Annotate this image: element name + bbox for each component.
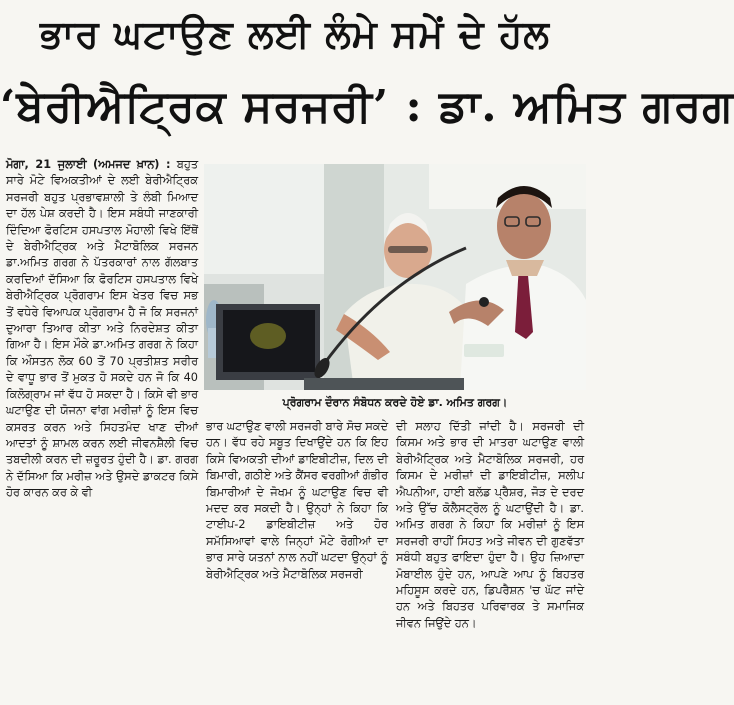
article-column-3	[396, 419, 584, 704]
dateline: ਮੋਗਾ, 21 ਜੁਲਾਈ (ਅਮਜਦ ਖ਼ਾਨ) :	[6, 158, 171, 171]
article-column-1-text: ਬਹੁਤ ਸਾਰੇ ਮੋਟੇ ਵਿਅਕਤੀਆਂ ਦੇ ਲਈ ਬੇਰੀਐਟ੍ਰਿਕ ਸਰਜਰੀ ਬਹੁਤ ਪ੍ਰਭਾਵਸ਼ਾਲੀ ਤੇ ਲੰਬੀ ਮਿਆਦ ਦਾ ਹੱਲ ਪੇਸ਼ ਕਰਦੀ ਹੈ। ਇਸ ਸਬੰਧੀ ਜਾਣਕਾਰੀ ਦਿੰਦਿਆ ਫੋਰਟਿਸ ਹਸਪਤਾਲ ਮੋਹਾਲੀ ਵਿਖੇ ਇੱਥੋਂ ਦੇ ਬੇਰੀਐਟ੍ਰਿਕ ਅਤੇ ਮੈਟਾਬੋਲਿਕ ਸਰਜਨ ਡਾ.ਅਮਿਤ ਗਰਗ ਨੇ ਪੱਤਰਕਾਰਾਂ ਨਾਲ ਗੱਲਬਾਤ ਕਰਦਿਆਂ ਦੱਸਿਆ ਕਿ ਫੋਰਟਿਸ ਹਸਪਤਾਲ ਵਿਖੇ ਬੇਰੀਐਟ੍ਰਿਕ ਪ੍ਰੋਗਰਾਮ ਇਸ ਖੇਤਰ ਵਿਚ ਸਭ ਤੋਂ ਵਧੇਰੇ ਵਿਆਪਕ ਪ੍ਰੋਗਰਾਮ ਹੈ ਜੋ ਕਿ ਸਰਜਨਾਂ ਦੁਆਰਾ ਤਿਆਰ ਕੀਤਾ ਅਤੇ ਨਿਰਦੇਸ਼ਤ ਕੀਤਾ ਗਿਆ ਹੈ। ਇਸ ਮੌਕੇ ਡਾ.ਅਮਿਤ ਗਰਗ ਨੇ ਕਿਹਾ ਕਿ ਔਸਤਨ ਲੋਕ 60 ਤੋਂ 70 ਪ੍ਰਤੀਸ਼ਤ ਸਰੀਰ ਦੇ ਵਾਧੂ ਭਾਰ ਤੋਂ ਮੁਕਤ ਹੋ ਸਕਦੇ ਹਨ ਜੋ ਕਿ 40 ਕਿਲੋਗ੍ਰਾਮ ਜਾਂ ਵੱਧ ਹੋ ਸਕਦਾ ਹੈ। ਕਿਸੇ ਵੀ ਭਾਰ ਘਟਾਉਣ ਦੀ ਯੋਜਨਾ ਵਾਂਗ ਮਰੀਜ਼ਾਂ ਨੂੰ ਇਸ ਵਿਚ ਕਸਰਤ ਕਰਨ ਅਤੇ ਸਿਹਤਮੰਦ ਖਾਣ ਦੀਆਂ ਆਦਤਾਂ ਨੂੰ ਸ਼ਾਮਲ ਕਰਨ ਲਈ ਜੀਵਨਸ਼ੈਲੀ ਵਿਚ ਤਬਦੀਲੀ ਕਰਨ ਦੀ ਜ਼ਰੂਰਤ ਹੁੰਦੀ ਹੈ। ਡਾ. ਗਰਗ ਨੇ ਦੱਸਿਆ ਕਿ ਮਰੀਜ਼ ਅਤੇ ਉਸਦੇ ਡਾਕਟਰ ਕਿਸੇ ਹੋਰ ਕਾਰਨ ਕਰ ਕੇ ਵੀ	[6, 158, 198, 500]
photo-caption: ਪ੍ਰੋਗਰਾਮ ਦੌਰਾਨ ਸੰਬੋਧਨ ਕਰਦੇ ਹੋਏ ਡਾ. ਅਮਿਤ ਗਰਗ।	[282, 396, 508, 409]
headline-line-1: ਭਾਰ ਘਟਾਉਣ ਲਈ ਲੰਮੇ ਸਮੇਂ ਦੇ ਹੱਲ	[40, 11, 550, 56]
article-column-3-text: ਦੀ ਸਲਾਹ ਦਿੱਤੀ ਜਾਂਦੀ ਹੈ। ਸਰਜਰੀ ਦੀ ਕਿਸਮ ਅਤੇ ਭਾਰ ਦੀ ਮਾਤਰਾ ਘਟਾਉਣ ਵਾਲੀ ਬੇਰੀਐਟ੍ਰਿਕ ਅਤੇ ਮੈਟਾਬੋਲਿਕ ਸਰਜਰੀ, ਹਰ ਕਿਸਮ ਦੇ ਮਰੀਜ਼ਾਂ ਦੀ ਡਾਇਬੀਟੀਜ਼, ਸਲੀਪ ਐਪਨੀਆ, ਹਾਈ ਬਲੱਡ ਪ੍ਰੈਸ਼ਰ, ਜੋੜ ਦੇ ਦਰਦ ਅਤੇ ਉੱਚ ਕੋਲੈਸਟ੍ਰੋਲ ਨੂੰ ਘਟਾਉਂਦੀ ਹੈ। ਡਾ. ਅਮਿਤ ਗਰਗ ਨੇ ਕਿਹਾ ਕਿ ਮਰੀਜ਼ਾਂ ਨੂੰ ਇਸ ਸਰਜਰੀ ਰਾਹੀਂ ਸਿਹਤ ਅਤੇ ਜੀਵਨ ਦੀ ਗੁਣਵੱਤਾ ਸਬੰਧੀ ਬਹੁਤ ਫਾਇਦਾ ਹੁੰਦਾ ਹੈ। ਉਹ ਜ਼ਿਆਦਾ ਮੋਬਾਈਲ ਹੁੰਦੇ ਹਨ, ਆਪਣੇ ਆਪ ਨੂੰ ਬਿਹਤਰ ਮਹਿਸੂਸ ਕਰਦੇ ਹਨ, ਡਿਪਰੈਸ਼ਨ 'ਚ ਘੱਟ ਜਾਂਦੇ ਹਨ ਅਤੇ ਬਿਹਤਰ ਪਰਿਵਾਰਕ ਤੇ ਸਮਾਜਿਕ ਜੀਵਨ ਜਿਉਂਦੇ ਹਨ।	[396, 420, 584, 630]
article-column-2	[206, 419, 388, 619]
photo-illustration	[204, 164, 586, 390]
article-column-2-text: ਭਾਰ ਘਟਾਉਣ ਵਾਲੀ ਸਰਜਰੀ ਬਾਰੇ ਸੋਚ ਸਕਦੇ ਹਨ। ਵੱਧ ਰਹੇ ਸਬੂਤ ਦਿਖਾਉਂਦੇ ਹਨ ਕਿ ਇਹ ਕਿਸੇ ਵਿਅਕਤੀ ਦੀਆਂ ਡਾਇਬੀਟੀਜ਼, ਦਿਲ ਦੀ ਬਿਮਾਰੀ, ਗਠੀਏ ਅਤੇ ਕੈਂਸਰ ਵਰਗੀਆਂ ਗੰਭੀਰ ਬਿਮਾਰੀਆਂ ਦੇ ਜੋਖਮ ਨੂੰ ਘਟਾਉਣ ਵਿਚ ਵੀ ਮਦਦ ਕਰ ਸਕਦੀ ਹੈ। ਉਨ੍ਹਾਂ ਨੇ ਕਿਹਾ ਕਿ ਟਾਈਪ-2 ਡਾਇਬੀਟੀਜ਼ ਅਤੇ ਹੋਰ ਸਮੱਸਿਆਵਾਂ ਵਾਲੇ ਜਿਨ੍ਹਾਂ ਮੋਟੇ ਰੋਗੀਆਂ ਦਾ ਭਾਰ ਸਾਰੇ ਯਤਨਾਂ ਨਾਲ ਨਹੀਂ ਘਟਦਾ ਉਨ੍ਹਾਂ ਨੂੰ ਬੇਰੀਐਟ੍ਰਿਕ ਅਤੇ ਮੈਟਾਬੋਲਿਕ ਸਰਜਰੀ	[206, 420, 388, 581]
article-column-1	[6, 157, 198, 697]
headline-line-2: ‘ਬੇਰੀਐਟ੍ਰਿਕ ਸਰਜਰੀ’ : ਡਾ. ਅਮਿਤ ਗਰਗ	[0, 81, 734, 132]
article-photo	[204, 164, 586, 390]
